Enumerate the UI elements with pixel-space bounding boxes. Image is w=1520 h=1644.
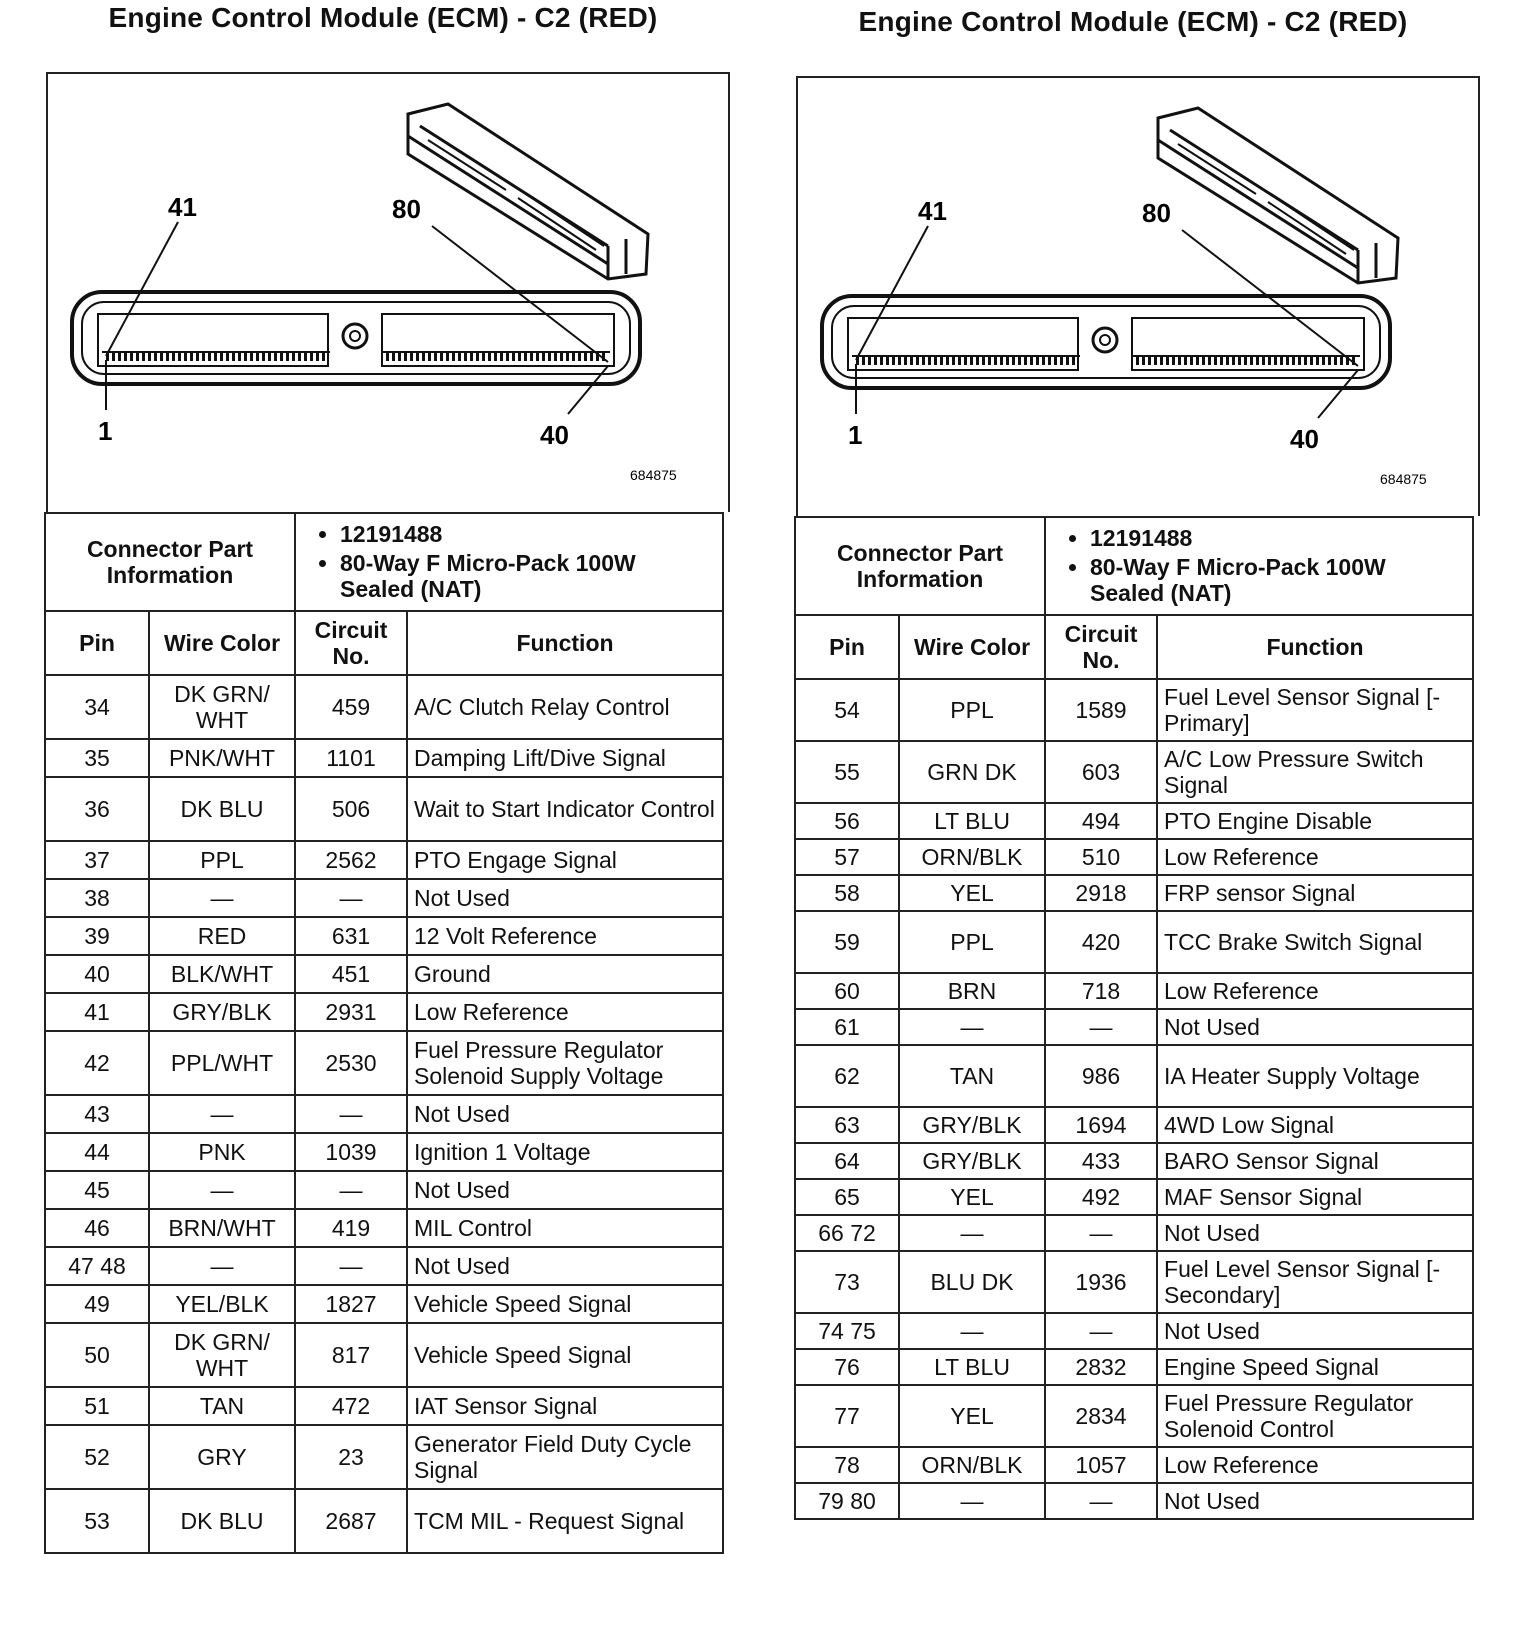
function-cell: Generator Field Duty Cycle Signal [407, 1425, 723, 1489]
table-row [795, 1349, 1473, 1385]
pin-cell: 63 [795, 1107, 899, 1143]
table-row [45, 777, 723, 841]
circuit-no-cell: 2562 [295, 841, 407, 879]
circuit-no-cell: 1694 [1045, 1107, 1157, 1143]
wire-color-cell: YEL [899, 1179, 1045, 1215]
table-row [795, 1107, 1473, 1143]
wire-color-cell: ORN/BLK [899, 839, 1045, 875]
function-cell: A/C Low Pressure Switch Signal [1157, 741, 1473, 803]
right-table-body [795, 517, 1473, 1519]
wire-color-cell: — [899, 1215, 1045, 1251]
circuit-no-cell: — [295, 1171, 407, 1209]
function-cell: Not Used [1157, 1483, 1473, 1519]
pin-cell: 53 [45, 1489, 149, 1553]
wire-color-cell: PPL [899, 679, 1045, 741]
circuit-no-cell: 451 [295, 955, 407, 993]
circuit-no-cell: 2832 [1045, 1349, 1157, 1385]
circuit-no-cell: 817 [295, 1323, 407, 1387]
table-row [45, 879, 723, 917]
table-row [45, 917, 723, 955]
circuit-no-cell: 718 [1045, 973, 1157, 1009]
callout-41: 41 [168, 192, 197, 222]
table-row [45, 1285, 723, 1323]
pin-cell: 39 [45, 917, 149, 955]
table-row [45, 1171, 723, 1209]
function-cell: Not Used [1157, 1313, 1473, 1349]
function-cell: Ground [407, 955, 723, 993]
circuit-no-cell: — [1045, 1313, 1157, 1349]
circuit-no-cell: 2687 [295, 1489, 407, 1553]
callout-1: 1 [848, 420, 863, 450]
function-cell: 12 Volt Reference [407, 917, 723, 955]
pin-cell: 42 [45, 1031, 149, 1095]
table-row [795, 741, 1473, 803]
pin-cell: 40 [45, 955, 149, 993]
circuit-no-cell: — [295, 879, 407, 917]
pin-cell: 73 [795, 1251, 899, 1313]
circuit-no-cell: 420 [1045, 911, 1157, 973]
connector-plug-ridges-icon [1170, 144, 1354, 254]
function-cell: Fuel Pressure Regulator Solenoid Supply Voltage [407, 1031, 723, 1095]
table-row [795, 1009, 1473, 1045]
function-cell: Fuel Level Sensor Signal [- Secondary] [1157, 1251, 1473, 1313]
function-cell: Damping Lift/Dive Signal [407, 739, 723, 777]
header-wire-color: Wire Color [149, 611, 295, 675]
wire-color-cell: — [149, 1095, 295, 1133]
pin-cell: 56 [795, 803, 899, 839]
circuit-no-cell: 494 [1045, 803, 1157, 839]
circuit-no-cell: 1101 [295, 739, 407, 777]
wire-color-cell: DK BLU [149, 777, 295, 841]
table-row [45, 1425, 723, 1489]
table-row [795, 1483, 1473, 1519]
callout-41: 41 [918, 196, 947, 226]
pin-cell: 76 [795, 1349, 899, 1385]
callout-40: 40 [1290, 424, 1319, 454]
pin-cell: 46 [45, 1209, 149, 1247]
function-cell: FRP sensor Signal [1157, 875, 1473, 911]
wire-color-cell: PNK/WHT [149, 739, 295, 777]
figure-id: 684875 [1380, 471, 1427, 487]
circuit-no-cell: 1057 [1045, 1447, 1157, 1483]
wire-color-cell: GRY/BLK [899, 1107, 1045, 1143]
wire-color-cell: — [149, 879, 295, 917]
table-row [45, 675, 723, 739]
wire-color-cell: — [899, 1009, 1045, 1045]
connector-plug-icon [1158, 108, 1398, 283]
left-title: Engine Control Module (ECM) - C2 (RED) [108, 2, 658, 33]
table-row [795, 1385, 1473, 1447]
circuit-no-cell: 1827 [295, 1285, 407, 1323]
wire-color-cell: PPL [149, 841, 295, 879]
wire-color-cell: RED [149, 917, 295, 955]
function-cell: Low Reference [407, 993, 723, 1031]
wire-color-cell: YEL/BLK [149, 1285, 295, 1323]
circuit-no-cell: 2834 [1045, 1385, 1157, 1447]
wire-color-cell: — [149, 1247, 295, 1285]
pin-cell: 78 [795, 1447, 899, 1483]
circuit-no-cell: 603 [1045, 741, 1157, 803]
pin-cell: 50 [45, 1323, 149, 1387]
pin-cell: 64 [795, 1143, 899, 1179]
function-cell: Engine Speed Signal [1157, 1349, 1473, 1385]
pin-cell: 36 [45, 777, 149, 841]
connector-description: • 80-Way F Micro-Pack 100W Sealed (NAT) [1090, 554, 1466, 607]
wire-color-cell: GRN DK [899, 741, 1045, 803]
circuit-no-cell: — [295, 1247, 407, 1285]
circuit-no-cell: 510 [1045, 839, 1157, 875]
wire-color-cell: TAN [899, 1045, 1045, 1107]
header-pin: Pin [45, 611, 149, 675]
wire-color-cell: PNK [149, 1133, 295, 1171]
header-function: Function [407, 611, 723, 675]
table-row [45, 955, 723, 993]
connector-plug-icon [408, 104, 648, 279]
connector-part-number: • 12191488 [1090, 525, 1466, 551]
function-cell: A/C Clutch Relay Control [407, 675, 723, 739]
table-row [45, 1031, 723, 1095]
function-cell: TCC Brake Switch Signal [1157, 911, 1473, 973]
header-pin: Pin [795, 615, 899, 679]
table-row [45, 1247, 723, 1285]
function-cell: Vehicle Speed Signal [407, 1285, 723, 1323]
table-row [795, 1313, 1473, 1349]
figure-id: 684875 [630, 467, 677, 483]
circuit-no-cell: — [295, 1095, 407, 1133]
table-row [795, 1143, 1473, 1179]
right-connector-drawing [798, 78, 1478, 516]
connector-part-number: • 12191488 [340, 521, 716, 547]
pin-cell: 77 [795, 1385, 899, 1447]
wire-color-cell: GRY [149, 1425, 295, 1489]
circuit-no-cell: 2530 [295, 1031, 407, 1095]
table-row [795, 1251, 1473, 1313]
function-cell: IA Heater Supply Voltage [1157, 1045, 1473, 1107]
pin-cell: 49 [45, 1285, 149, 1323]
circuit-no-cell: 459 [295, 675, 407, 739]
function-cell: Fuel Pressure Regulator Solenoid Control [1157, 1385, 1473, 1447]
function-cell: Not Used [407, 1247, 723, 1285]
connector-plug-ridges-icon [420, 140, 604, 250]
wire-color-cell: PPL [899, 911, 1045, 973]
callout-80: 80 [1142, 198, 1171, 228]
pin-cell: 35 [45, 739, 149, 777]
function-cell: MAF Sensor Signal [1157, 1179, 1473, 1215]
function-cell: Not Used [407, 879, 723, 917]
table-header-row [45, 611, 723, 675]
function-cell: Low Reference [1157, 973, 1473, 1009]
header-wire-color: Wire Color [899, 615, 1045, 679]
table-row [795, 1045, 1473, 1107]
pin-cell: 45 [45, 1171, 149, 1209]
connector-info-row [795, 517, 1473, 615]
callout-1: 1 [98, 416, 113, 446]
table-row [45, 1095, 723, 1133]
wire-color-cell: — [899, 1483, 1045, 1519]
function-cell: Wait to Start Indicator Control [407, 777, 723, 841]
wire-color-cell: ORN/BLK [899, 1447, 1045, 1483]
pin-cell: 44 [45, 1133, 149, 1171]
wire-color-cell: BLU DK [899, 1251, 1045, 1313]
circuit-no-cell: 1589 [1045, 679, 1157, 741]
connector-info-list-cell [295, 513, 723, 611]
pin-cell: 74 75 [795, 1313, 899, 1349]
pin-cell: 58 [795, 875, 899, 911]
function-cell: Vehicle Speed Signal [407, 1323, 723, 1387]
function-cell: 4WD Low Signal [1157, 1107, 1473, 1143]
pin-cell: 62 [795, 1045, 899, 1107]
table-row [795, 1179, 1473, 1215]
table-row [795, 839, 1473, 875]
wire-color-cell: BRN [899, 973, 1045, 1009]
right-title: Engine Control Module (ECM) - C2 (RED) [858, 6, 1408, 37]
connector-info-label: Connector Part Information [45, 513, 295, 611]
callout-40: 40 [540, 420, 569, 450]
table-row [45, 739, 723, 777]
table-row [45, 1133, 723, 1171]
circuit-no-cell: 472 [295, 1387, 407, 1425]
function-cell: PTO Engine Disable [1157, 803, 1473, 839]
function-cell: Low Reference [1157, 1447, 1473, 1483]
wire-color-cell: DK BLU [149, 1489, 295, 1553]
circuit-no-cell: — [1045, 1215, 1157, 1251]
circuit-no-cell: 1039 [295, 1133, 407, 1171]
circuit-no-cell: 1936 [1045, 1251, 1157, 1313]
table-row [795, 911, 1473, 973]
pin-cell: 65 [795, 1179, 899, 1215]
function-cell: BARO Sensor Signal [1157, 1143, 1473, 1179]
wire-color-cell: PPL/WHT [149, 1031, 295, 1095]
pin-cell: 60 [795, 973, 899, 1009]
connector-info-label: Connector Part Information [795, 517, 1045, 615]
connector-face-icon [72, 292, 640, 384]
wire-color-cell: — [899, 1313, 1045, 1349]
wire-color-cell: GRY/BLK [899, 1143, 1045, 1179]
right-connector-figure [796, 76, 1480, 516]
function-cell: Ignition 1 Voltage [407, 1133, 723, 1171]
pin-cell: 34 [45, 675, 149, 739]
table-row [45, 841, 723, 879]
connector-info-row [45, 513, 723, 611]
circuit-no-cell: 506 [295, 777, 407, 841]
circuit-no-cell: 986 [1045, 1045, 1157, 1107]
pin-cell: 52 [45, 1425, 149, 1489]
pin-cell: 79 80 [795, 1483, 899, 1519]
connector-description: • 80-Way F Micro-Pack 100W Sealed (NAT) [340, 550, 716, 603]
function-cell: Fuel Level Sensor Signal [- Primary] [1157, 679, 1473, 741]
table-row [795, 875, 1473, 911]
connector-info-list [302, 521, 716, 602]
pin-cell: 38 [45, 879, 149, 917]
pin-cell: 59 [795, 911, 899, 973]
wire-color-cell: DK GRN/ WHT [149, 675, 295, 739]
function-cell: Not Used [1157, 1009, 1473, 1045]
header-circuit-no: Circuit No. [1045, 615, 1157, 679]
left-pin-table [44, 512, 724, 1554]
function-cell: Low Reference [1157, 839, 1473, 875]
pin-cell: 41 [45, 993, 149, 1031]
table-row [45, 1209, 723, 1247]
function-cell: Not Used [1157, 1215, 1473, 1251]
connector-face-icon [822, 296, 1390, 388]
function-cell: PTO Engage Signal [407, 841, 723, 879]
wire-color-cell: DK GRN/ WHT [149, 1323, 295, 1387]
function-cell: Not Used [407, 1095, 723, 1133]
function-cell: IAT Sensor Signal [407, 1387, 723, 1425]
wire-color-cell: GRY/BLK [149, 993, 295, 1031]
pin-cell: 47 48 [45, 1247, 149, 1285]
wire-color-cell: BRN/WHT [149, 1209, 295, 1247]
wire-color-cell: LT BLU [899, 803, 1045, 839]
circuit-no-cell: 492 [1045, 1179, 1157, 1215]
wire-color-cell: — [149, 1171, 295, 1209]
header-function: Function [1157, 615, 1473, 679]
function-cell: TCM MIL - Request Signal [407, 1489, 723, 1553]
circuit-no-cell: 631 [295, 917, 407, 955]
pin-cell: 43 [45, 1095, 149, 1133]
pin-cell: 61 [795, 1009, 899, 1045]
table-row [45, 1489, 723, 1553]
table-row [795, 803, 1473, 839]
function-cell: MIL Control [407, 1209, 723, 1247]
wire-color-cell: BLK/WHT [149, 955, 295, 993]
pin-cell: 37 [45, 841, 149, 879]
circuit-no-cell: 433 [1045, 1143, 1157, 1179]
table-row [45, 993, 723, 1031]
wire-color-cell: YEL [899, 1385, 1045, 1447]
wire-color-cell: YEL [899, 875, 1045, 911]
pin-cell: 57 [795, 839, 899, 875]
table-row [795, 679, 1473, 741]
circuit-no-cell: — [1045, 1483, 1157, 1519]
circuit-no-cell: 23 [295, 1425, 407, 1489]
pin-cell: 55 [795, 741, 899, 803]
wire-color-cell: TAN [149, 1387, 295, 1425]
table-row [795, 973, 1473, 1009]
right-pin-table [794, 516, 1474, 1520]
pin-cell: 54 [795, 679, 899, 741]
connector-info-list-cell [1045, 517, 1473, 615]
left-table-body [45, 513, 723, 1553]
circuit-no-cell: 2931 [295, 993, 407, 1031]
header-circuit-no: Circuit No. [295, 611, 407, 675]
table-row [45, 1387, 723, 1425]
wire-color-cell: LT BLU [899, 1349, 1045, 1385]
circuit-no-cell: — [1045, 1009, 1157, 1045]
connector-info-list [1052, 525, 1466, 606]
left-connector-figure [46, 72, 730, 512]
table-row [45, 1323, 723, 1387]
table-header-row [795, 615, 1473, 679]
circuit-no-cell: 2918 [1045, 875, 1157, 911]
left-connector-drawing [48, 74, 728, 512]
pin-cell: 51 [45, 1387, 149, 1425]
function-cell: Not Used [407, 1171, 723, 1209]
callout-80: 80 [392, 194, 421, 224]
circuit-no-cell: 419 [295, 1209, 407, 1247]
table-row [795, 1215, 1473, 1251]
table-row [795, 1447, 1473, 1483]
pin-cell: 66 72 [795, 1215, 899, 1251]
